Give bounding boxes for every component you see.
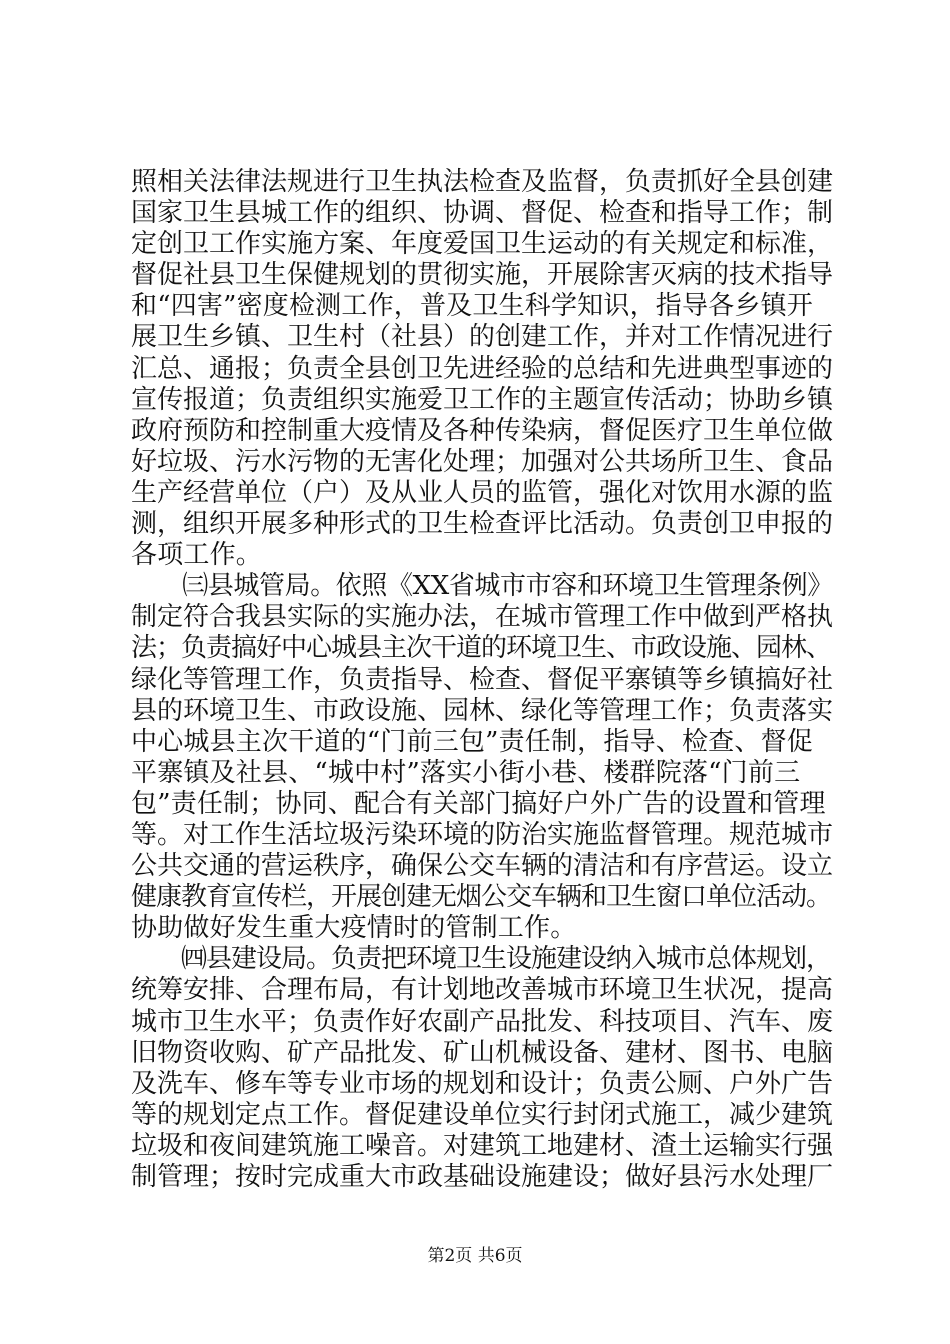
text-line: 督促社县卫生保健规划的贯彻实施，开展除害灭病的技术指导 [131,260,834,291]
text-line: 生产经营单位（户）及从业人员的监管，强化对饮用水源的监 [131,477,834,508]
text-line: 宣传报道；负责组织实施爱卫工作的主题宣传活动；协助乡镇 [131,384,834,415]
text-line: 政府预防和控制重大疫情及各种传染病，督促医疗卫生单位做 [131,415,834,446]
text-line: 及洗车、修车等专业市场的规划和设计；负责公厕、户外广告 [131,1068,834,1099]
text-line: 汇总、通报；负责全县创卫先进经验的总结和先进典型事迹的 [131,353,834,384]
text-line: 统筹安排、合理布局，有计划地改善城市环境卫生状况，提高 [131,975,834,1006]
text-line: 各项工作。 [131,540,263,571]
text-line: 制管理；按时完成重大市政基础设施建设；做好县污水处理厂 [131,1162,834,1192]
text-line: 县的环境卫生、市政设施、园林、绿化等管理工作；负责落实 [131,695,834,726]
text-line: 等。对工作生活垃圾污染环境的防治实施监督管理。规范城市 [131,819,834,850]
text-line: 展卫生乡镇、卫生村（社县）的创建工作，并对工作情况进行 [131,322,834,353]
text-line: 垃圾和夜间建筑施工噪音。对建筑工地建材、渣土运输实行强 [131,1130,834,1161]
text-line: 制定符合我县实际的实施办法，在城市管理工作中做到严格执 [131,602,834,633]
text-line: 公共交通的营运秩序，确保公交车辆的清洁和有序营运。设立 [131,851,834,882]
text-line: 健康教育宣传栏，开展创建无烟公交车辆和卫生窗口单位活动。 [131,882,832,913]
text-line: 和“四害”密度检测工作，普及卫生科学知识，指导各乡镇开 [131,291,813,322]
text-line: 等的规划定点工作。督促建设单位实行封闭式施工，减少建筑 [131,1099,834,1130]
text-line: 平寨镇及社县、“城中村”落实小街小巷、楼群院落“门前三 [131,757,801,788]
text-line: ㈢县城管局。依照《XX省城市市容和环境卫生管理条例》 [131,571,833,602]
text-line: 中心城县主次干道的“门前三包”责任制，指导、检查、督促 [131,726,813,757]
text-line: ㈣县建设局。负责把环境卫生设施建设纳入城市总体规划， [131,944,832,975]
text-line: 测，组织开展多种形式的卫生检查评比活动。负责创卫申报的 [131,509,834,540]
text-line: 照相关法律法规进行卫生执法检查及监督，负责抓好全县创建 [131,167,834,197]
page-footer: 第2页 共6页 [427,1246,523,1266]
text-line: 法；负责搞好中心城县主次干道的环境卫生、市政设施、园林、 [131,633,832,664]
text-line: 城市卫生水平；负责作好农副产品批发、科技项目、汽车、废 [131,1006,834,1037]
text-line: 协助做好发生重大疫情时的管制工作。 [131,913,577,944]
body-text [131,167,834,1193]
text-line: 绿化等管理工作，负责指导、检查、督促平寨镇等乡镇搞好社 [131,664,834,695]
text-line: 定创卫工作实施方案、年度爱国卫生运动的有关规定和标准， [131,229,834,260]
text-line: 国家卫生县城工作的组织、协调、督促、检查和指导工作；制 [131,198,834,229]
text-line: 旧物资收购、矿产品批发、矿山机械设备、建材、图书、电脑 [131,1037,834,1068]
text-line: 好垃圾、污水污物的无害化处理；加强对公共场所卫生、食品 [131,446,834,477]
text-line: 包”责任制；协同、配合有关部门搞好户外广告的设置和管理 [131,788,826,819]
